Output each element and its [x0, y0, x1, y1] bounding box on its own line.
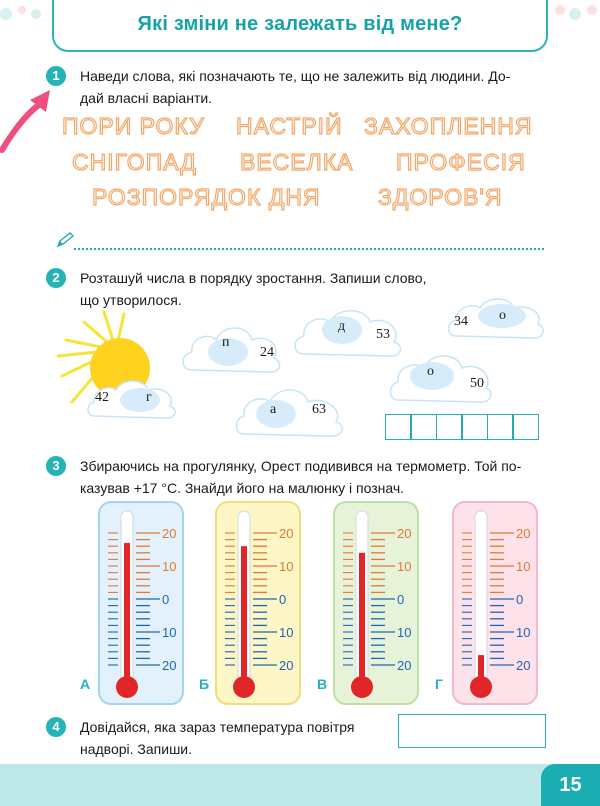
scale-label: 20 [279, 526, 294, 541]
task-2-line-1: Розташуй числа в порядку зростання. Запиши слово, [80, 270, 427, 286]
task-number-3: 3 [46, 456, 66, 476]
word-veselka: ВЕСЕЛКА [240, 149, 354, 175]
cloud-letter: п [222, 335, 230, 350]
thermometer-2[interactable] [215, 501, 301, 706]
scale-label: 0 [516, 592, 524, 607]
scale-label: 20 [516, 658, 531, 673]
scale-label: 20 [279, 658, 294, 673]
cloud-letter: д [338, 319, 346, 334]
task-number-2: 2 [46, 268, 66, 288]
letter-box[interactable] [461, 414, 488, 440]
word-zdorovia: ЗДОРОВ'Я [378, 184, 503, 210]
thermometer-bulb [351, 676, 373, 698]
letter-box[interactable] [512, 414, 539, 440]
thermometer-label-a: А [80, 676, 91, 692]
cloud-number: 24 [260, 345, 274, 360]
thermometer-bulb [116, 676, 138, 698]
task-1-line-2: дай власні варіанти. [80, 90, 213, 106]
cloud-number: 34 [454, 314, 468, 329]
letter-box[interactable] [487, 414, 514, 440]
word-snihopad: СНІГОПАД [72, 149, 197, 175]
word-zakhoplennia: ЗАХОПЛЕННЯ [364, 113, 533, 139]
pencil-icon [56, 232, 76, 248]
task-4-text [80, 716, 354, 760]
thermometer-1[interactable] [98, 501, 184, 706]
scale-label: 20 [162, 526, 177, 541]
scale-label: 10 [516, 559, 531, 574]
cloud [232, 384, 350, 440]
cloud-number: 50 [470, 376, 484, 391]
answer-line[interactable] [74, 248, 544, 250]
cloud-letter: а [270, 402, 277, 417]
mercury-column [241, 546, 247, 681]
scale-label: 10 [279, 625, 294, 640]
thermometer-label-v: В [317, 676, 328, 692]
cloud-number: 63 [312, 402, 326, 417]
scale-label: 10 [397, 559, 412, 574]
cloud-letter: о [427, 364, 434, 379]
page-number: 15 [541, 764, 600, 806]
pointer-arrow-icon [0, 84, 60, 154]
mercury-column [124, 543, 130, 681]
word-nastrii: НАСТРІЙ [236, 113, 343, 139]
temperature-answer-box[interactable] [398, 714, 546, 748]
task-1-text [80, 65, 510, 109]
cloud-number: 42 [95, 390, 109, 405]
page-title: Які зміни не залежать від мене? [137, 13, 463, 35]
scale-label: 0 [162, 592, 170, 607]
scale-label: 20 [397, 658, 412, 673]
letter-box[interactable] [436, 414, 463, 440]
thermometer-bulb [470, 676, 492, 698]
scale-label: 20 [162, 658, 177, 673]
thermometer-4[interactable] [452, 501, 538, 706]
task-number-4: 4 [46, 717, 66, 737]
task-3-line-1: Збираючись на прогулянку, Орест подивився на термометр. Той по- [80, 458, 522, 474]
scale-label: 10 [279, 559, 294, 574]
page-footer [0, 764, 600, 806]
mercury-column [359, 553, 365, 681]
page-title-frame [52, 0, 548, 52]
scale-label: 10 [397, 625, 412, 640]
thermometer-bulb [233, 676, 255, 698]
thermometer-label-b: Б [199, 676, 210, 692]
scale-label: 10 [516, 625, 531, 640]
task-2-line-2: що утворилося. [80, 292, 182, 308]
scale-label: 20 [397, 526, 412, 541]
scale-label: 10 [162, 625, 177, 640]
cloud-letter: г [146, 390, 152, 405]
scale-label: 0 [397, 592, 405, 607]
letter-box[interactable] [410, 414, 437, 440]
task-number-1: 1 [46, 66, 66, 86]
word-pory-roku: ПОРИ РОКУ [62, 113, 205, 139]
thermometer-3[interactable] [333, 501, 419, 706]
scale-label: 10 [162, 559, 177, 574]
task-4-line-1: Довідайся, яка зараз температура повітря [80, 719, 355, 735]
task-1-line-1: Наведи слова, які позначають те, що не залежить від людини. До- [80, 68, 511, 84]
scale-label: 20 [516, 526, 531, 541]
answer-word-boxes[interactable] [386, 414, 539, 440]
task-3-text [80, 455, 521, 499]
task-3-line-2: казував +17 °С. Знайди його на малюнку і познач. [80, 480, 405, 496]
word-rozporiadok-dnia: РОЗПОРЯДОК ДНЯ [92, 184, 321, 210]
letter-box[interactable] [385, 414, 412, 440]
scale-label: 0 [279, 592, 287, 607]
word-profesiia: ПРОФЕСІЯ [396, 149, 526, 175]
thermometer-label-h: Г [435, 676, 443, 692]
cloud-number: 53 [376, 327, 390, 342]
task-4-line-2: надворі. Запиши. [80, 741, 193, 757]
cloud-letter: о [499, 308, 506, 323]
